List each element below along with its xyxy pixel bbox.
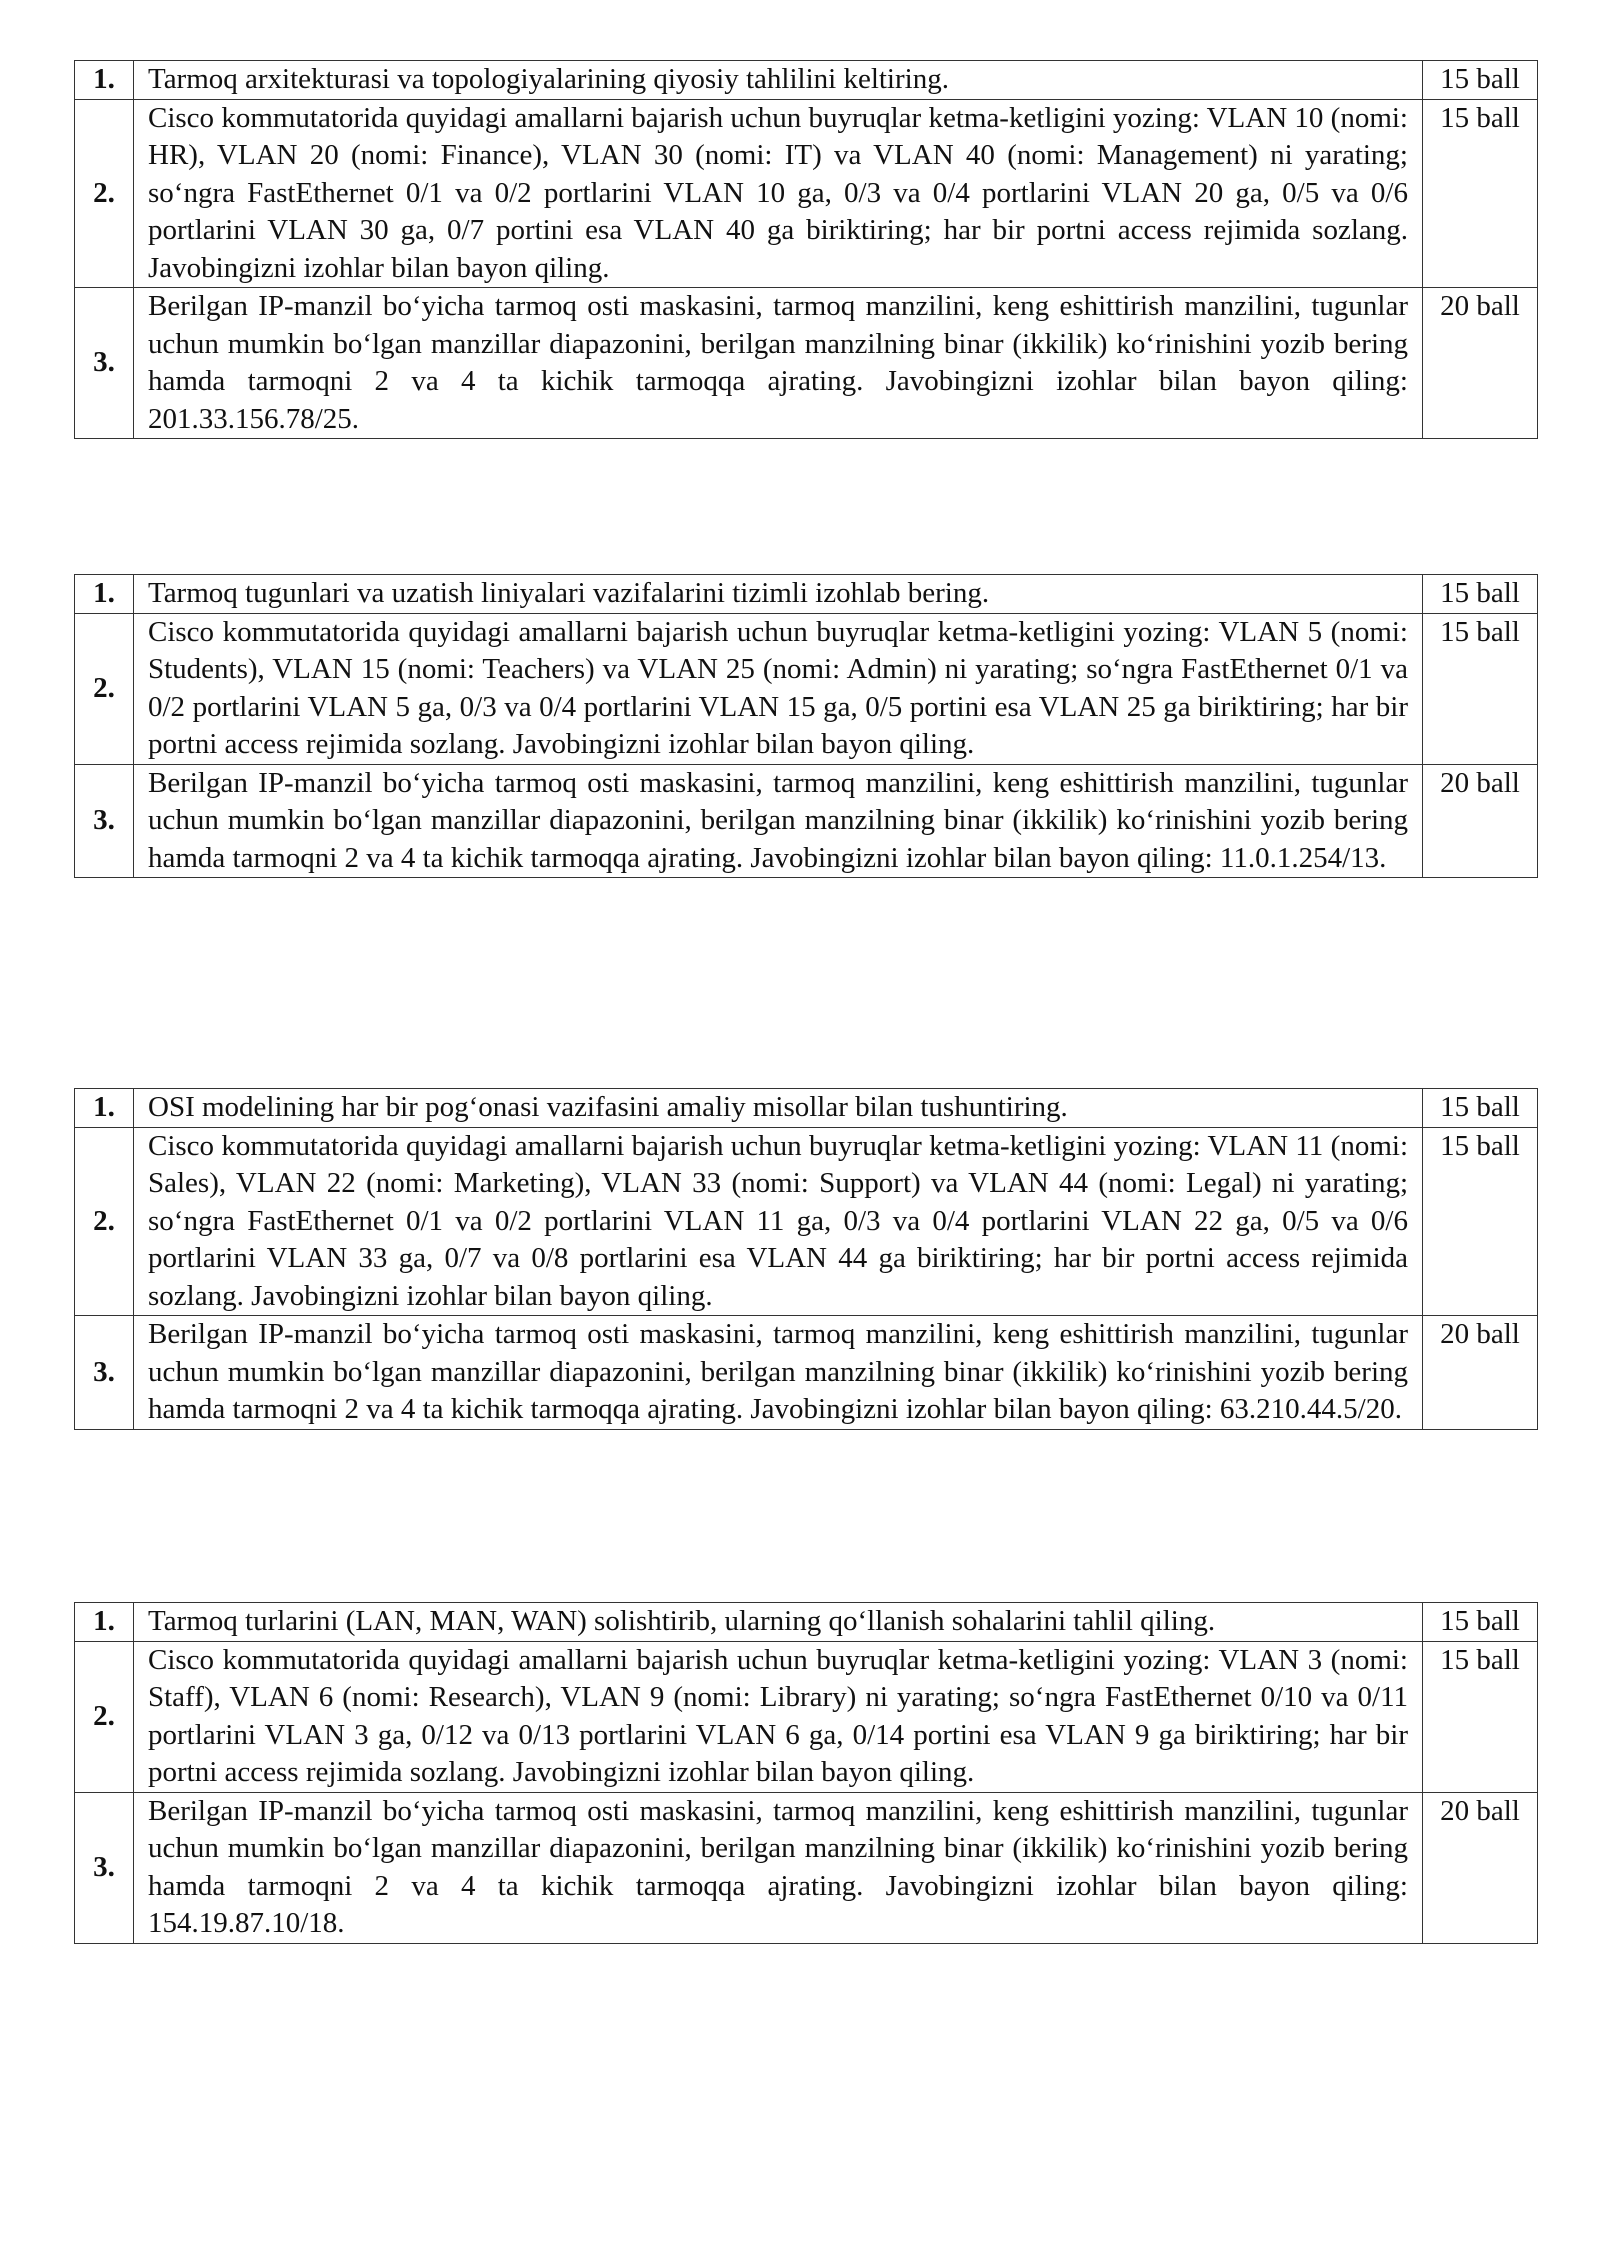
question-number: 1.: [75, 1603, 134, 1642]
question-points: 15 ball: [1423, 1127, 1538, 1316]
question-text: Cisco kommutatorida quyidagi amallarni bajarish uchun buyruqlar ketma-ketligini yozing: VLAN 11 (nomi: Sales), VLAN 22 (nomi: Marketing), VLAN 33 (nomi: Support) va VLAN 44 (nomi: Legal) ni yarating; so‘ngra FastEthernet 0/1 va 0/2 portlarini VLAN 11 ga, 0/3 va 0/4 portlarini VLAN 22 ga, 0/5 va 0/6 portlarini VLAN 33 ga, 0/7 va 0/8 portlarini esa VLAN 44 ga biriktiring; har bir portni access rejimida sozlang. Javobingizni izohlar bilan bayon qiling.: [134, 1127, 1423, 1316]
question-text: Berilgan IP-manzil bo‘yicha tarmoq osti maskasini, tarmoq manzilini, keng eshittirish manzilini, tugunlar uchun mumkin bo‘lgan manzillar diapazonini, berilgan manzilning binar (ikkilik) ko‘rinishini yozib bering hamda tarmoqni 2 va 4 ta kichik tarmoqqa ajrating. Javobingizni izohlar bilan bayon qiling: 11.0.1.254/13.: [134, 764, 1423, 878]
question-row-1: [75, 61, 1538, 100]
question-points: 20 ball: [1423, 764, 1538, 878]
question-text: Berilgan IP-manzil bo‘yicha tarmoq osti maskasini, tarmoq manzilini, keng eshittirish manzilini, tugunlar uchun mumkin bo‘lgan manzillar diapazonini, berilgan manzilning binar (ikkilik) ko‘rinishini yozib bering hamda tarmoqni 2 va 4 ta kichik tarmoqqa ajrating. Javobingizni izohlar bilan bayon qiling: 154.19.87.10/18.: [134, 1792, 1423, 1943]
question-row-2: [75, 99, 1538, 288]
question-row-2: [75, 1641, 1538, 1792]
question-row-3: [75, 764, 1538, 878]
question-points: 15 ball: [1423, 1089, 1538, 1128]
question-row-3: [75, 1316, 1538, 1430]
question-row-2: [75, 1127, 1538, 1316]
question-text: Tarmoq arxitekturasi va topologiyalarining qiyosiy tahlilini keltiring.: [134, 61, 1423, 100]
question-number: 3.: [75, 764, 134, 878]
ticket-table-3: [74, 1088, 1538, 1430]
question-points: 15 ball: [1423, 1641, 1538, 1792]
question-row-3: [75, 1792, 1538, 1943]
question-points: 15 ball: [1423, 1603, 1538, 1642]
question-number: 2.: [75, 99, 134, 288]
question-text: OSI modelining har bir pog‘onasi vazifasini amaliy misollar bilan tushuntiring.: [134, 1089, 1423, 1128]
question-row-1: [75, 1603, 1538, 1642]
question-number: 2.: [75, 1641, 134, 1792]
question-points: 15 ball: [1423, 61, 1538, 100]
ticket-table-2: [74, 574, 1538, 878]
question-number: 1.: [75, 61, 134, 100]
question-points: 20 ball: [1423, 1316, 1538, 1430]
question-points: 20 ball: [1423, 288, 1538, 439]
question-number: 1.: [75, 1089, 134, 1128]
question-row-2: [75, 613, 1538, 764]
question-number: 3.: [75, 288, 134, 439]
question-text: Berilgan IP-manzil bo‘yicha tarmoq osti maskasini, tarmoq manzilini, keng eshittirish manzilini, tugunlar uchun mumkin bo‘lgan manzillar diapazonini, berilgan manzilning binar (ikkilik) ko‘rinishini yozib bering hamda tarmoqni 2 va 4 ta kichik tarmoqqa ajrating. Javobingizni izohlar bilan bayon qiling: 201.33.156.78/25.: [134, 288, 1423, 439]
question-points: 15 ball: [1423, 575, 1538, 614]
question-number: 2.: [75, 613, 134, 764]
question-number: 3.: [75, 1316, 134, 1430]
question-text: Tarmoq turlarini (LAN, MAN, WAN) solishtirib, ularning qo‘llanish sohalarini tahlil qiling.: [134, 1603, 1423, 1642]
question-row-1: [75, 1089, 1538, 1128]
question-points: 15 ball: [1423, 99, 1538, 288]
question-text: Cisco kommutatorida quyidagi amallarni bajarish uchun buyruqlar ketma-ketligini yozing: VLAN 10 (nomi: HR), VLAN 20 (nomi: Finance), VLAN 30 (nomi: IT) va VLAN 40 (nomi: Management) ni yarating; so‘ngra FastEthernet 0/1 va 0/2 portlarini VLAN 10 ga, 0/3 va 0/4 portlarini VLAN 20 ga, 0/5 va 0/6 portlarini VLAN 30 ga, 0/7 portini esa VLAN 40 ga biriktiring; har bir portni access rejimida sozlang. Javobingizni izohlar bilan bayon qiling.: [134, 99, 1423, 288]
question-text: Tarmoq tugunlari va uzatish liniyalari vazifalarini tizimli izohlab bering.: [134, 575, 1423, 614]
question-text: Cisco kommutatorida quyidagi amallarni bajarish uchun buyruqlar ketma-ketligini yozing: VLAN 5 (nomi: Students), VLAN 15 (nomi: Teachers) va VLAN 25 (nomi: Admin) ni yarating; so‘ngra FastEthernet 0/1 va 0/2 portlarini VLAN 5 ga, 0/3 va 0/4 portlarini VLAN 15 ga, 0/5 portini esa VLAN 25 ga biriktiring; har bir portni access rejimida sozlang. Javobingizni izohlar bilan bayon qiling.: [134, 613, 1423, 764]
question-text: Cisco kommutatorida quyidagi amallarni bajarish uchun buyruqlar ketma-ketligini yozing: VLAN 3 (nomi: Staff), VLAN 6 (nomi: Research), VLAN 9 (nomi: Library) ni yarating; so‘ngra FastEthernet 0/10 va 0/11 portlarini VLAN 3 ga, 0/12 va 0/13 portlarini VLAN 6 ga, 0/14 portini esa VLAN 9 ga biriktiring; har bir portni access rejimida sozlang. Javobingizni izohlar bilan bayon qiling.: [134, 1641, 1423, 1792]
question-row-1: [75, 575, 1538, 614]
question-row-3: [75, 288, 1538, 439]
question-points: 15 ball: [1423, 613, 1538, 764]
question-number: 1.: [75, 575, 134, 614]
question-number: 3.: [75, 1792, 134, 1943]
question-text: Berilgan IP-manzil bo‘yicha tarmoq osti maskasini, tarmoq manzilini, keng eshittirish manzilini, tugunlar uchun mumkin bo‘lgan manzillar diapazonini, berilgan manzilning binar (ikkilik) ko‘rinishini yozib bering hamda tarmoqni 2 va 4 ta kichik tarmoqqa ajrating. Javobingizni izohlar bilan bayon qiling: 63.210.44.5/20.: [134, 1316, 1423, 1430]
ticket-table-1: [74, 60, 1538, 439]
question-points: 20 ball: [1423, 1792, 1538, 1943]
ticket-table-4: [74, 1602, 1538, 1944]
question-number: 2.: [75, 1127, 134, 1316]
